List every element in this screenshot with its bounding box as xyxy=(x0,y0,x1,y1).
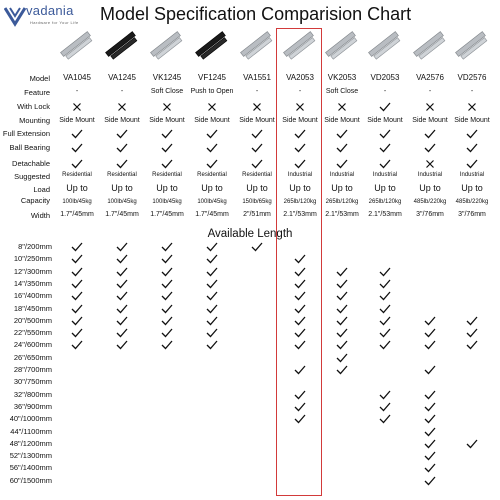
load-upto: Up to xyxy=(461,183,483,193)
check-icon xyxy=(336,340,348,350)
mounting-value: Side Mount xyxy=(104,117,140,124)
check-icon xyxy=(251,129,263,139)
mounting-value: Side Mount xyxy=(149,117,185,124)
available-length-title: Available Length xyxy=(207,228,293,240)
check-icon xyxy=(71,267,83,277)
load-value: 485lb/220kg xyxy=(413,199,447,205)
check-icon xyxy=(424,476,436,486)
model-name: VD2576 xyxy=(457,73,487,82)
check-icon xyxy=(336,353,348,363)
check-icon xyxy=(424,365,436,375)
row-label-detachable: Detachable xyxy=(12,159,50,168)
check-icon xyxy=(336,159,348,169)
row-label-load: Load xyxy=(33,185,50,194)
check-icon xyxy=(294,129,306,139)
length-label: 56"/1400mm xyxy=(9,463,52,473)
check-icon xyxy=(294,402,306,412)
check-icon xyxy=(161,242,173,252)
drawer-slide-image xyxy=(323,30,361,62)
check-icon xyxy=(336,304,348,314)
feature-value: - xyxy=(255,88,259,95)
width-value: 2.1"/53mm xyxy=(368,211,402,218)
check-icon xyxy=(294,291,306,301)
x-icon xyxy=(207,102,217,112)
drawer-slide-image xyxy=(411,30,449,62)
feature-value: - xyxy=(120,88,124,95)
width-value: 3"/76mm xyxy=(416,211,444,218)
load-upto: Up to xyxy=(201,183,223,193)
load-value: 265lb/120kg xyxy=(368,199,402,205)
check-icon xyxy=(161,267,173,277)
check-icon xyxy=(379,316,391,326)
check-icon xyxy=(466,129,478,139)
length-label: 24"/600mm xyxy=(13,340,52,350)
check-icon xyxy=(251,143,263,153)
check-icon xyxy=(336,279,348,289)
check-icon xyxy=(379,129,391,139)
suggested-value: Residential xyxy=(152,172,182,178)
check-icon xyxy=(336,328,348,338)
mounting-value: Side Mount xyxy=(194,117,230,124)
length-label: 40"/1000mm xyxy=(9,414,52,424)
load-value: 265lb/120kg xyxy=(325,199,359,205)
check-icon xyxy=(206,304,218,314)
check-icon xyxy=(466,143,478,153)
check-icon xyxy=(161,254,173,264)
check-icon xyxy=(161,279,173,289)
check-icon xyxy=(206,267,218,277)
check-icon xyxy=(294,159,306,169)
check-icon xyxy=(466,328,478,338)
check-icon xyxy=(71,159,83,169)
check-icon xyxy=(379,291,391,301)
suggested-value: Residential xyxy=(62,172,92,178)
check-icon xyxy=(161,340,173,350)
check-icon xyxy=(71,340,83,350)
suggested-value: Industrial xyxy=(329,172,355,178)
length-label: 52"/1300mm xyxy=(9,451,52,461)
check-icon xyxy=(336,129,348,139)
check-icon xyxy=(116,328,128,338)
check-icon xyxy=(116,254,128,264)
mounting-value: Side Mount xyxy=(282,117,318,124)
check-icon xyxy=(206,143,218,153)
load-upto: Up to xyxy=(111,183,133,193)
length-label: 12"/300mm xyxy=(13,266,52,276)
suggested-value: Residential xyxy=(242,172,272,178)
check-icon xyxy=(294,414,306,424)
drawer-slide-image xyxy=(58,30,96,62)
check-icon xyxy=(466,159,478,169)
length-label: 20"/500mm xyxy=(13,315,52,325)
length-label: 60"/1500mm xyxy=(9,475,52,485)
check-icon xyxy=(424,328,436,338)
width-value: 1.7"/45mm xyxy=(60,211,94,218)
check-icon xyxy=(424,316,436,326)
check-icon xyxy=(379,267,391,277)
width-value: 2.1"/53mm xyxy=(283,211,317,218)
suggested-value: Residential xyxy=(107,172,137,178)
check-icon xyxy=(116,143,128,153)
load-upto: Up to xyxy=(246,183,268,193)
check-icon xyxy=(379,390,391,400)
brand-logo xyxy=(4,3,96,33)
load-value: 100lb/45kg xyxy=(62,199,92,205)
check-icon xyxy=(294,365,306,375)
width-value: 2.1"/53mm xyxy=(325,211,359,218)
check-icon xyxy=(161,304,173,314)
check-icon xyxy=(116,316,128,326)
check-icon xyxy=(116,304,128,314)
drawer-slide-image xyxy=(238,30,276,62)
check-icon xyxy=(379,159,391,169)
check-icon xyxy=(161,316,173,326)
x-icon xyxy=(252,102,262,112)
mounting-value: Side Mount xyxy=(454,117,490,124)
drawer-slide-image xyxy=(366,30,404,62)
check-icon xyxy=(379,279,391,289)
feature-value: - xyxy=(75,88,79,95)
width-value: 1.7"/45mm xyxy=(195,211,229,218)
feature-value: - xyxy=(428,88,432,95)
check-icon xyxy=(294,254,306,264)
check-icon xyxy=(206,291,218,301)
length-label: 10"/250mm xyxy=(13,254,52,264)
load-upto: Up to xyxy=(156,183,178,193)
check-icon xyxy=(294,279,306,289)
x-icon xyxy=(467,102,477,112)
check-icon xyxy=(71,291,83,301)
row-label-model: Model xyxy=(29,74,50,83)
row-label-feature: Feature xyxy=(24,88,50,97)
check-icon xyxy=(206,159,218,169)
check-icon xyxy=(294,340,306,350)
check-icon xyxy=(294,328,306,338)
row-label-mounting: Mounting xyxy=(19,116,50,125)
feature-value: - xyxy=(383,88,387,95)
check-icon xyxy=(161,129,173,139)
check-icon xyxy=(336,143,348,153)
length-label: 44"/1100mm xyxy=(10,426,52,436)
check-icon xyxy=(161,328,173,338)
check-icon xyxy=(294,143,306,153)
width-value: 3"/76mm xyxy=(458,211,486,218)
check-icon xyxy=(71,143,83,153)
length-label: 30"/750mm xyxy=(13,377,52,387)
suggested-value: Industrial xyxy=(459,172,485,178)
length-label: 18"/450mm xyxy=(13,303,52,313)
check-icon xyxy=(206,279,218,289)
check-icon xyxy=(161,159,173,169)
model-name: VA1245 xyxy=(108,73,136,82)
row-label-ball-bearing: Ball Bearing xyxy=(9,143,50,152)
check-icon xyxy=(379,143,391,153)
check-icon xyxy=(71,254,83,264)
load-value: 265lb/120kg xyxy=(283,199,317,205)
check-icon xyxy=(251,159,263,169)
check-icon xyxy=(379,340,391,350)
check-icon xyxy=(379,102,391,112)
load-value: 485lb/220kg xyxy=(455,199,489,205)
row-label-full-extension: Full Extension xyxy=(2,129,50,138)
brand-name: vadania xyxy=(26,3,74,18)
check-icon xyxy=(379,304,391,314)
check-icon xyxy=(466,340,478,350)
model-name: VA2576 xyxy=(416,73,444,82)
check-icon xyxy=(336,365,348,375)
x-icon xyxy=(425,159,435,169)
length-label: 48"/1200mm xyxy=(9,438,52,448)
model-name: VA1551 xyxy=(243,73,271,82)
length-label: 8"/200mm xyxy=(18,242,52,251)
check-icon xyxy=(206,340,218,350)
x-icon xyxy=(162,102,172,112)
check-icon xyxy=(336,291,348,301)
load-upto: Up to xyxy=(331,183,353,193)
check-icon xyxy=(116,159,128,169)
drawer-slide-image xyxy=(148,30,186,62)
mounting-value: Side Mount xyxy=(412,117,448,124)
drawer-slide-image xyxy=(453,30,491,62)
model-name: VF1245 xyxy=(197,73,227,82)
row-label-capacity: Capacity xyxy=(20,196,50,205)
check-icon xyxy=(116,129,128,139)
check-icon xyxy=(294,304,306,314)
length-label: 22"/550mm xyxy=(13,328,52,338)
length-label: 32"/800mm xyxy=(13,389,52,399)
check-icon xyxy=(294,316,306,326)
check-icon xyxy=(116,267,128,277)
check-icon xyxy=(206,254,218,264)
length-label: 36"/900mm xyxy=(13,401,52,411)
check-icon xyxy=(424,402,436,412)
model-name: VA2053 xyxy=(286,73,314,82)
width-value: 1.7"/45mm xyxy=(105,211,139,218)
check-icon xyxy=(161,291,173,301)
mounting-value: Side Mount xyxy=(367,117,403,124)
check-icon xyxy=(424,340,436,350)
check-icon xyxy=(116,291,128,301)
x-icon xyxy=(117,102,127,112)
load-upto: Up to xyxy=(289,183,311,193)
width-value: 1.7"/45mm xyxy=(150,211,184,218)
load-upto: Up to xyxy=(66,183,88,193)
check-icon xyxy=(294,267,306,277)
model-name: VA1045 xyxy=(63,73,91,82)
drawer-slide-image xyxy=(103,30,141,62)
load-upto: Up to xyxy=(374,183,396,193)
length-label: 28"/700mm xyxy=(13,365,52,374)
check-icon xyxy=(379,328,391,338)
check-icon xyxy=(251,242,263,252)
check-icon xyxy=(294,390,306,400)
check-icon xyxy=(424,414,436,424)
suggested-value: Industrial xyxy=(287,172,313,178)
x-icon xyxy=(295,102,305,112)
x-icon xyxy=(337,102,347,112)
load-value: 150lb/65kg xyxy=(242,199,272,205)
width-value: 2"/51mm xyxy=(243,211,271,218)
mounting-value: Side Mount xyxy=(59,117,95,124)
mounting-value: Side Mount xyxy=(239,117,275,124)
length-label: 26"/650mm xyxy=(13,352,52,362)
load-value: 100lb/45kg xyxy=(197,199,227,205)
model-name: VD2053 xyxy=(370,73,400,82)
check-icon xyxy=(71,304,83,314)
row-label-suggested: Suggested xyxy=(14,172,50,181)
check-icon xyxy=(116,340,128,350)
check-icon xyxy=(379,402,391,412)
model-name: VK2053 xyxy=(327,73,357,82)
check-icon xyxy=(424,129,436,139)
check-icon xyxy=(206,328,218,338)
check-icon xyxy=(206,242,218,252)
suggested-value: Industrial xyxy=(372,172,398,178)
check-icon xyxy=(424,463,436,473)
check-icon xyxy=(466,439,478,449)
load-upto: Up to xyxy=(419,183,441,193)
brand-tagline: Hardware for Your Life xyxy=(30,20,79,25)
check-icon xyxy=(116,242,128,252)
row-label-width: Width xyxy=(30,211,50,220)
drawer-slide-image xyxy=(193,30,231,62)
row-label-lock: With Lock xyxy=(17,102,50,111)
check-icon xyxy=(71,129,83,139)
check-icon xyxy=(161,143,173,153)
feature-value: - xyxy=(298,88,302,95)
check-icon xyxy=(71,316,83,326)
check-icon xyxy=(424,439,436,449)
check-icon xyxy=(336,267,348,277)
check-icon xyxy=(424,143,436,153)
model-name: VK1245 xyxy=(152,73,182,82)
check-icon xyxy=(71,279,83,289)
length-label: 16"/400mm xyxy=(13,291,52,301)
page-title: Model Specification Comparision Chart xyxy=(100,4,412,24)
check-icon xyxy=(424,427,436,437)
check-icon xyxy=(466,316,478,326)
vadania-logo-icon xyxy=(4,5,26,27)
feature-value: Push to Open xyxy=(190,88,234,95)
check-icon xyxy=(71,242,83,252)
feature-value: Soft Close xyxy=(325,88,359,95)
check-icon xyxy=(206,316,218,326)
feature-value: Soft Close xyxy=(150,88,184,95)
x-icon xyxy=(425,102,435,112)
mounting-value: Side Mount xyxy=(324,117,360,124)
length-label: 14"/350mm xyxy=(13,278,52,288)
suggested-value: Residential xyxy=(197,172,227,178)
x-icon xyxy=(72,102,82,112)
check-icon xyxy=(424,451,436,461)
check-icon xyxy=(336,316,348,326)
load-value: 100lb/45kg xyxy=(107,199,137,205)
load-value: 100lb/45kg xyxy=(152,199,182,205)
check-icon xyxy=(71,328,83,338)
check-icon xyxy=(206,129,218,139)
check-icon xyxy=(379,414,391,424)
suggested-value: Industrial xyxy=(417,172,443,178)
feature-value: - xyxy=(470,88,474,95)
check-icon xyxy=(116,279,128,289)
check-icon xyxy=(424,390,436,400)
